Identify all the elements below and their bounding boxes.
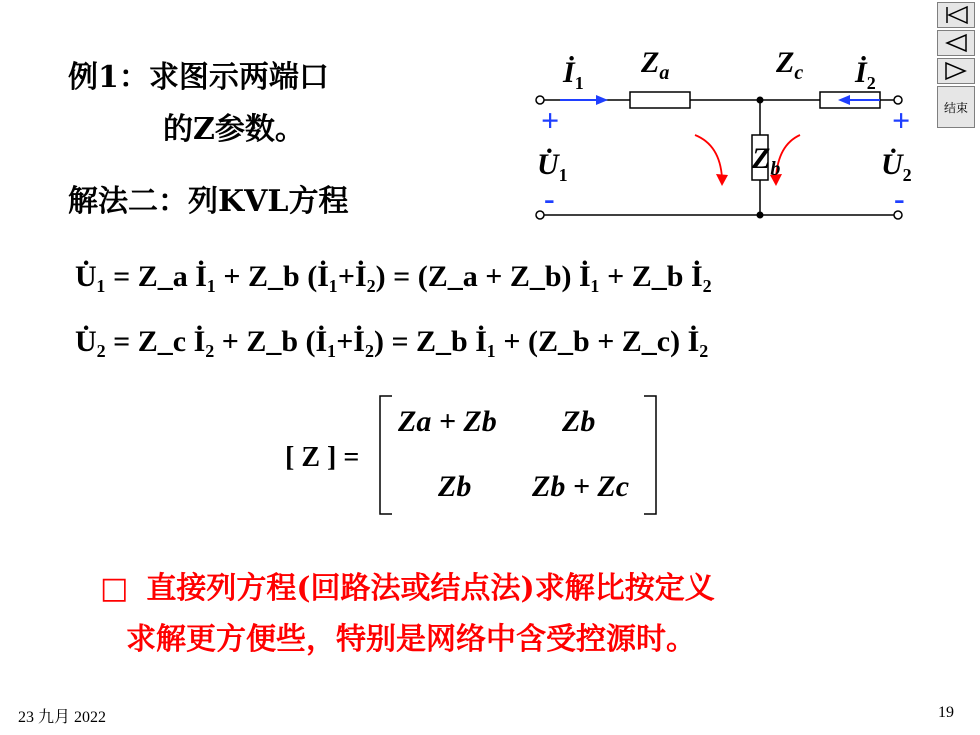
label-za: $Z_a$ [641,46,670,84]
end-show-label: 结束 [943,100,968,115]
matrix-entry-22: Zb + Zc [532,470,630,503]
note-line-1 [100,563,715,607]
note-text-1: 直接列方程(回路法或结点法)求解比按定义 [146,571,715,606]
matrix-entry-21: Zb [438,470,472,503]
label-u2: $U̇_2$ [881,148,912,185]
label-i1: $İ_1$ [563,56,584,93]
terminal-1-bottom [536,211,544,219]
label-zb: $Z_b$ [752,142,781,180]
junction-node-bottom [757,212,764,219]
previous-slide-button[interactable] [937,30,975,56]
current-arrow-i1 [596,95,608,105]
next-slide-button[interactable] [937,58,975,84]
polarity-minus-right: - [894,180,905,216]
junction-node-top [757,97,764,104]
end-show-button[interactable] [937,86,975,128]
mesh-arrow-left [716,174,728,186]
matrix-label: [ Z ] = [285,442,360,473]
example-line-2: 的Z参数。 [163,112,305,147]
footer-date: 23 九月 2022 [18,709,107,726]
example-line-1: 例1：求图示两端口 [68,60,329,95]
first-slide-icon [941,4,971,26]
first-slide-button[interactable] [937,2,975,28]
equation-1: U̇₁ = Z_a İ₁ + Z_b (İ₁+İ₂) = (Z_a + Z_b) İ₁ + Z_b İ₂ [75,260,712,293]
polarity-minus-left: - [544,180,555,216]
method-heading: 解法二：列KVL方程 [68,184,349,219]
previous-arrow-icon [941,32,971,54]
polarity-plus-left: + [541,102,560,138]
label-u1: $U̇_1$ [537,148,568,185]
note-line-2: 求解更方便些，特别是网络中含受控源时。 [126,622,696,657]
next-arrow-icon [941,60,971,82]
note-bullet: □ [100,571,129,606]
matrix-entry-11: Za + Zb [398,405,497,438]
equation-2: U̇₂ = Z_c İ₂ + Z_b (İ₁+İ₂) = Z_b İ₁ + (Z_b + Z_c) İ₂ [75,325,709,358]
matrix-entry-12: Zb [562,405,596,438]
label-zc: $Z_c$ [776,46,804,84]
label-i2: $İ_2$ [855,56,876,93]
polarity-plus-right: + [892,102,911,138]
page-number: 19 [938,704,954,721]
impedance-za [630,92,690,108]
